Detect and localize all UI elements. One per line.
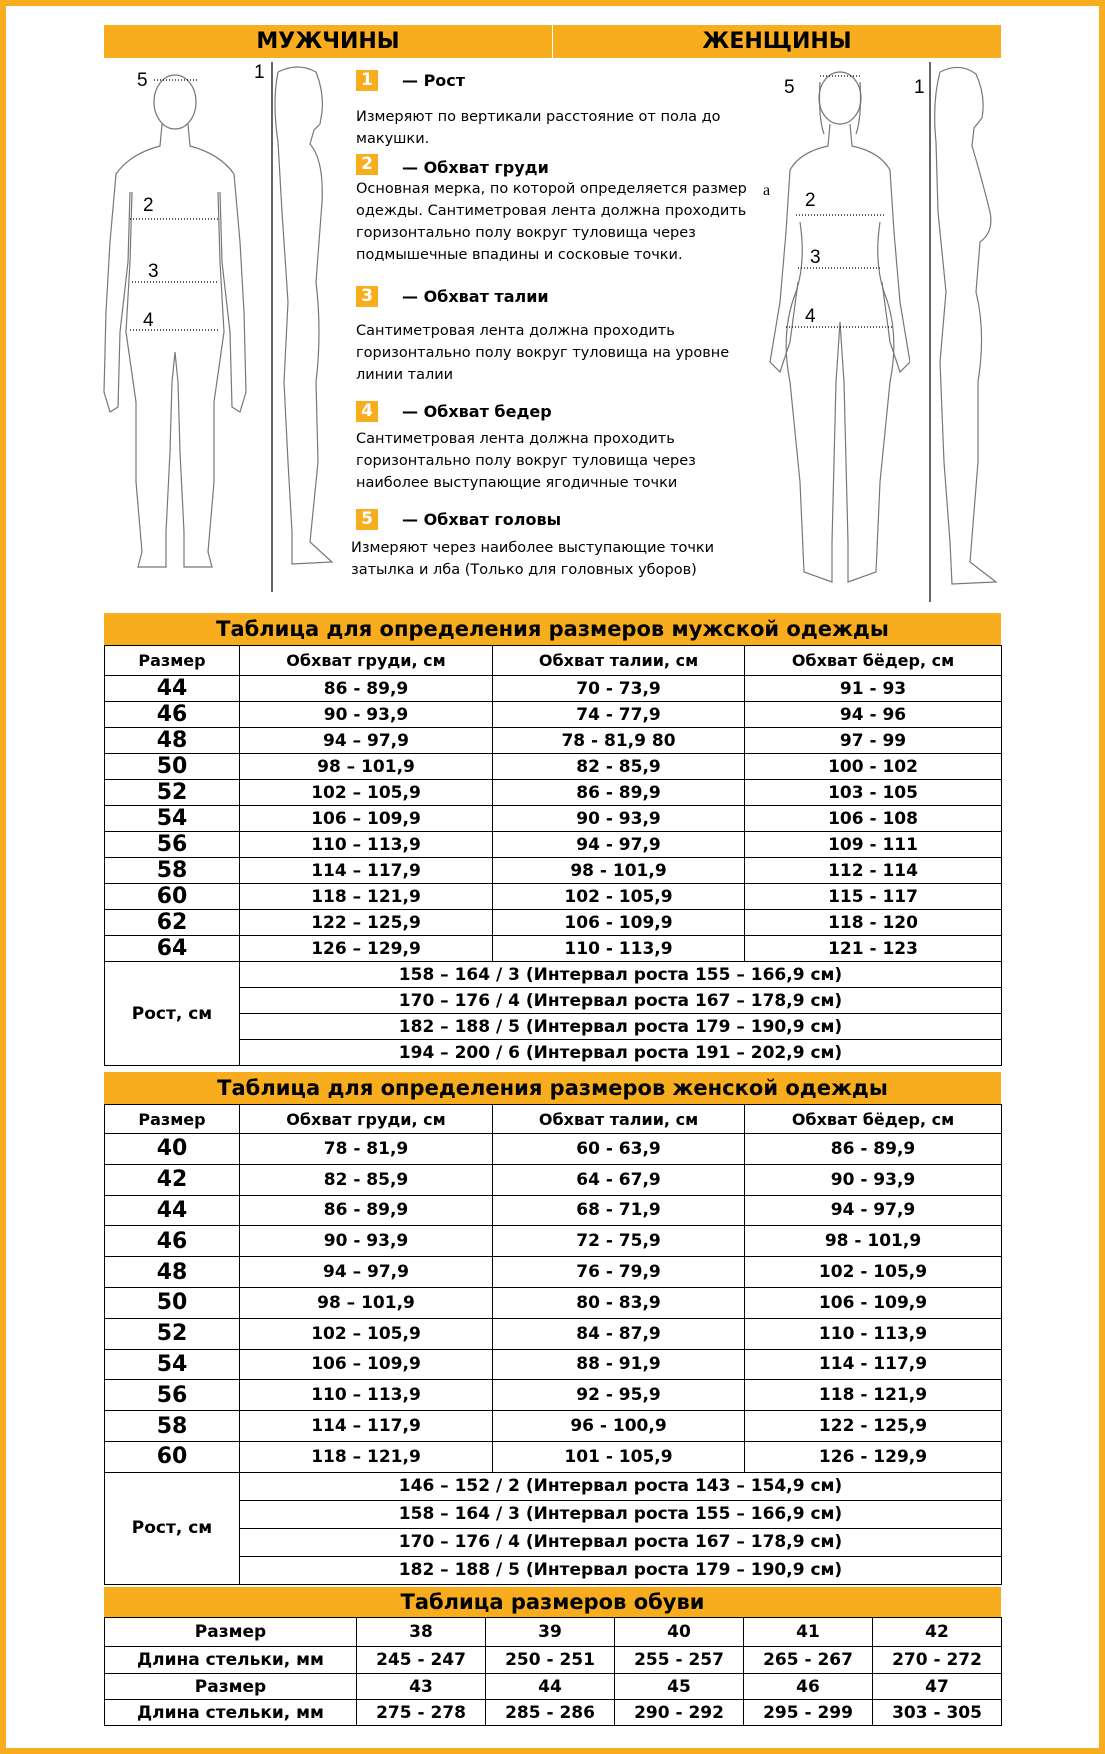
- cell-waist: 80 - 83,9: [493, 1287, 745, 1318]
- cell-waist: 88 - 91,9: [493, 1349, 745, 1380]
- badge-2: 2: [356, 154, 378, 175]
- women-size-row: [105, 1164, 1002, 1195]
- cell-size: 52: [105, 780, 240, 806]
- women-size-row: [105, 1195, 1002, 1226]
- cell-size: 62: [105, 910, 240, 936]
- cell-size: 64: [105, 936, 240, 962]
- women-size-row: [105, 1287, 1002, 1318]
- cell-size: 58: [105, 1411, 240, 1442]
- col-hips: Обхват бёдер, см: [745, 1105, 1002, 1134]
- cell-hips: 94 - 96: [745, 702, 1002, 728]
- cell-chest: 110 – 113,9: [240, 832, 493, 858]
- shoe-cell: 41: [744, 1618, 873, 1647]
- cell-chest: 98 – 101,9: [240, 754, 493, 780]
- cell-chest: 114 – 117,9: [240, 1411, 493, 1442]
- measurement-title: — Обхват талии: [402, 287, 549, 306]
- cell-chest: 118 – 121,9: [240, 884, 493, 910]
- cell-size: 54: [105, 1349, 240, 1380]
- male-label-2: 2: [143, 195, 154, 216]
- cell-size: 60: [105, 1441, 240, 1472]
- height-range: 146 – 152 / 2 (Интервал роста 143 – 154,9 см): [240, 1472, 1002, 1500]
- shoe-cell: 43: [357, 1674, 486, 1700]
- women-size-row: [105, 1257, 1002, 1288]
- cell-size: 56: [105, 1380, 240, 1411]
- men-height-row: [105, 962, 1002, 988]
- cell-hips: 103 - 105: [745, 780, 1002, 806]
- cell-waist: 92 - 95,9: [493, 1380, 745, 1411]
- cell-hips: 106 - 109,9: [745, 1287, 1002, 1318]
- cell-hips: 98 - 101,9: [745, 1226, 1002, 1257]
- men-size-row: [105, 936, 1002, 962]
- women-header-row: [105, 1105, 1002, 1134]
- cell-waist: 96 - 100,9: [493, 1411, 745, 1442]
- cell-size: 58: [105, 858, 240, 884]
- shoe-cell: 42: [873, 1618, 1002, 1647]
- shoe-cell: 245 - 247: [357, 1647, 486, 1674]
- cell-chest: 82 - 85,9: [240, 1164, 493, 1195]
- cell-waist: 110 - 113,9: [493, 936, 745, 962]
- cell-waist: 90 - 93,9: [493, 806, 745, 832]
- shoe-cell: 250 - 251: [486, 1647, 615, 1674]
- cell-waist: 102 - 105,9: [493, 884, 745, 910]
- cell-size: 46: [105, 1226, 240, 1257]
- cell-chest: 118 – 121,9: [240, 1441, 493, 1472]
- shoe-cell: 255 - 257: [615, 1647, 744, 1674]
- cell-hips: 126 - 129,9: [745, 1441, 1002, 1472]
- women-size-row: [105, 1441, 1002, 1472]
- measurement-desc: Сантиметровая лента должна проходить горизонтально полу вокруг туловища через наиболее выступающие ягодичные точки: [356, 431, 696, 491]
- female-front-figure: [760, 62, 910, 602]
- women-height-row: [105, 1556, 1002, 1584]
- height-range: 158 – 164 / 3 (Интервал роста 155 – 166,9 см): [240, 962, 1002, 988]
- measurement-title: — Рост: [402, 71, 466, 90]
- col-waist: Обхват талии, см: [493, 1105, 745, 1134]
- measurement-title: — Обхват головы: [402, 510, 562, 529]
- shoe-row: [105, 1674, 1002, 1700]
- cell-hips: 86 - 89,9: [745, 1134, 1002, 1165]
- cell-size: 46: [105, 702, 240, 728]
- shoe-cell: 303 - 305: [873, 1700, 1002, 1726]
- col-waist: Обхват талии, см: [493, 646, 745, 676]
- measurement-desc: Измеряют через наиболее выступающие точки затылка и лба (Только для головных уборов): [351, 540, 715, 578]
- men-size-row: [105, 780, 1002, 806]
- shoe-cell: 290 - 292: [615, 1700, 744, 1726]
- men-size-table: [104, 645, 1002, 1066]
- cell-size: 40: [105, 1134, 240, 1165]
- shoe-cell: 265 - 267: [744, 1647, 873, 1674]
- cell-chest: 78 - 81,9: [240, 1134, 493, 1165]
- cell-waist: 86 - 89,9: [493, 780, 745, 806]
- measurement-title: — Обхват бедер: [402, 402, 552, 421]
- measurement-desc: Основная мерка, по которой определяется размер одежды. Сантиметровая лента должна проходить горизонтально полу вокруг туловища через подмышечные впадины и сосковые точки.: [356, 181, 747, 263]
- cell-chest: 90 - 93,9: [240, 702, 493, 728]
- men-size-row: [105, 806, 1002, 832]
- cell-hips: 109 - 111: [745, 832, 1002, 858]
- men-height-row: [105, 1040, 1002, 1066]
- cell-chest: 102 – 105,9: [240, 1318, 493, 1349]
- men-size-row: [105, 910, 1002, 936]
- cell-chest: 106 – 109,9: [240, 806, 493, 832]
- men-size-row: [105, 676, 1002, 702]
- cell-size: 48: [105, 728, 240, 754]
- men-height-row: [105, 1014, 1002, 1040]
- male-label-3: 3: [148, 261, 159, 282]
- cell-hips: 121 - 123: [745, 936, 1002, 962]
- col-size: Размер: [105, 1105, 240, 1134]
- badge-5: 5: [356, 509, 378, 530]
- cell-size: 54: [105, 806, 240, 832]
- cell-waist: 74 - 77,9: [493, 702, 745, 728]
- shoe-row: [105, 1618, 1002, 1647]
- cell-hips: 90 - 93,9: [745, 1164, 1002, 1195]
- gender-header: [104, 25, 1001, 58]
- measurement-desc: Сантиметровая лента должна проходить горизонтально полу вокруг туловища на уровне линии талии: [356, 323, 730, 383]
- cell-chest: 86 - 89,9: [240, 676, 493, 702]
- cell-waist: 60 - 63,9: [493, 1134, 745, 1165]
- cell-waist: 98 - 101,9: [493, 858, 745, 884]
- cell-hips: 114 - 117,9: [745, 1349, 1002, 1380]
- badge-4: 4: [356, 401, 378, 422]
- cell-waist: 82 - 85,9: [493, 754, 745, 780]
- col-hips: Обхват бёдер, см: [745, 646, 1002, 676]
- male-side-figure: [262, 62, 352, 592]
- women-table-title: Таблица для определения размеров женской одежды: [104, 1072, 1001, 1104]
- shoe-row-label: Длина стельки, мм: [105, 1700, 357, 1726]
- cell-size: 56: [105, 832, 240, 858]
- height-range: 182 – 188 / 5 (Интервал роста 179 – 190,9 см): [240, 1014, 1002, 1040]
- measurement-title: — Обхват груди: [402, 158, 549, 177]
- cell-chest: 90 - 93,9: [240, 1226, 493, 1257]
- cell-chest: 126 – 129,9: [240, 936, 493, 962]
- men-size-row: [105, 728, 1002, 754]
- height-label: Рост, см: [105, 962, 240, 1066]
- female-label-1: 1: [914, 77, 925, 98]
- cell-chest: 94 – 97,9: [240, 1257, 493, 1288]
- cell-hips: 112 - 114: [745, 858, 1002, 884]
- men-height-row: [105, 988, 1002, 1014]
- shoe-cell: 38: [357, 1618, 486, 1647]
- cell-size: 60: [105, 884, 240, 910]
- col-chest: Обхват груди, см: [240, 1105, 493, 1134]
- cell-hips: 122 - 125,9: [745, 1411, 1002, 1442]
- cell-hips: 91 - 93: [745, 676, 1002, 702]
- height-label: Рост, см: [105, 1472, 240, 1584]
- height-range: 194 – 200 / 6 (Интервал роста 191 – 202,9 см): [240, 1040, 1002, 1066]
- women-size-row: [105, 1226, 1002, 1257]
- col-chest: Обхват груди, см: [240, 646, 493, 676]
- cell-chest: 102 – 105,9: [240, 780, 493, 806]
- male-label-1: 1: [254, 62, 265, 83]
- cell-hips: 115 - 117: [745, 884, 1002, 910]
- cell-waist: 76 - 79,9: [493, 1257, 745, 1288]
- women-height-row: [105, 1500, 1002, 1528]
- male-label-4: 4: [143, 310, 154, 331]
- height-range: 182 – 188 / 5 (Интервал роста 179 – 190,9 см): [240, 1556, 1002, 1584]
- cell-waist: 68 - 71,9: [493, 1195, 745, 1226]
- men-size-row: [105, 858, 1002, 884]
- cell-waist: 94 - 97,9: [493, 832, 745, 858]
- shoe-cell: 47: [873, 1674, 1002, 1700]
- shoe-cell: 46: [744, 1674, 873, 1700]
- cell-chest: 122 – 125,9: [240, 910, 493, 936]
- cell-chest: 106 – 109,9: [240, 1349, 493, 1380]
- female-stray-a: a: [763, 182, 771, 199]
- shoe-table-title: Таблица размеров обуви: [104, 1587, 1001, 1617]
- cell-chest: 114 – 117,9: [240, 858, 493, 884]
- cell-waist: 106 - 109,9: [493, 910, 745, 936]
- shoe-cell: 295 - 299: [744, 1700, 873, 1726]
- cell-waist: 84 - 87,9: [493, 1318, 745, 1349]
- cell-hips: 100 - 102: [745, 754, 1002, 780]
- col-size: Размер: [105, 646, 240, 676]
- shoe-cell: 270 - 272: [873, 1647, 1002, 1674]
- men-size-row: [105, 884, 1002, 910]
- women-header: ЖЕНЩИНЫ: [552, 25, 1001, 58]
- shoe-row-label: Длина стельки, мм: [105, 1647, 357, 1674]
- badge-3: 3: [356, 286, 378, 307]
- female-label-2: 2: [805, 190, 816, 211]
- shoe-row-label: Размер: [105, 1674, 357, 1700]
- height-range: 170 – 176 / 4 (Интервал роста 167 – 178,9 см): [240, 988, 1002, 1014]
- measurement-desc: Измеряют по вертикали расстояние от пола до макушки.: [356, 109, 721, 147]
- shoe-row: [105, 1647, 1002, 1674]
- male-front-figure: [100, 62, 250, 582]
- women-height-row: [105, 1528, 1002, 1556]
- women-height-row: [105, 1472, 1002, 1500]
- cell-hips: 94 - 97,9: [745, 1195, 1002, 1226]
- cell-waist: 101 - 105,9: [493, 1441, 745, 1472]
- shoe-size-table: [104, 1617, 1002, 1726]
- women-size-row: [105, 1380, 1002, 1411]
- cell-waist: 78 - 81,9 80: [493, 728, 745, 754]
- shoe-cell: 275 - 278: [357, 1700, 486, 1726]
- shoe-row: [105, 1700, 1002, 1726]
- women-size-row: [105, 1349, 1002, 1380]
- shoe-cell: 285 - 286: [486, 1700, 615, 1726]
- cell-chest: 110 – 113,9: [240, 1380, 493, 1411]
- height-range: 158 – 164 / 3 (Интервал роста 155 – 166,9 см): [240, 1500, 1002, 1528]
- shoe-cell: 44: [486, 1674, 615, 1700]
- cell-hips: 106 - 108: [745, 806, 1002, 832]
- cell-size: 50: [105, 1287, 240, 1318]
- women-size-row: [105, 1134, 1002, 1165]
- cell-size: 44: [105, 1195, 240, 1226]
- cell-waist: 70 - 73,9: [493, 676, 745, 702]
- cell-size: 50: [105, 754, 240, 780]
- female-label-5: 5: [784, 77, 795, 98]
- women-size-table: [104, 1104, 1002, 1585]
- men-header: МУЖЧИНЫ: [256, 29, 400, 54]
- shoe-row-label: Размер: [105, 1618, 357, 1647]
- height-range: 170 – 176 / 4 (Интервал роста 167 – 178,9 см): [240, 1528, 1002, 1556]
- men-size-row: [105, 702, 1002, 728]
- cell-hips: 118 - 121,9: [745, 1380, 1002, 1411]
- women-size-row: [105, 1411, 1002, 1442]
- female-label-3: 3: [810, 247, 821, 268]
- cell-waist: 64 - 67,9: [493, 1164, 745, 1195]
- men-size-row: [105, 754, 1002, 780]
- cell-size: 52: [105, 1318, 240, 1349]
- men-table-title: Таблица для определения размеров мужской одежды: [104, 613, 1001, 645]
- men-header-row: [105, 646, 1002, 676]
- cell-size: 42: [105, 1164, 240, 1195]
- cell-chest: 86 - 89,9: [240, 1195, 493, 1226]
- female-side-figure: [920, 62, 1010, 602]
- cell-waist: 72 - 75,9: [493, 1226, 745, 1257]
- shoe-cell: 45: [615, 1674, 744, 1700]
- cell-hips: 97 - 99: [745, 728, 1002, 754]
- cell-chest: 94 – 97,9: [240, 728, 493, 754]
- shoe-cell: 40: [615, 1618, 744, 1647]
- cell-size: 44: [105, 676, 240, 702]
- female-label-4: 4: [805, 306, 816, 327]
- cell-hips: 102 - 105,9: [745, 1257, 1002, 1288]
- male-label-5: 5: [137, 70, 148, 91]
- cell-hips: 118 - 120: [745, 910, 1002, 936]
- men-size-row: [105, 832, 1002, 858]
- shoe-cell: 39: [486, 1618, 615, 1647]
- cell-size: 48: [105, 1257, 240, 1288]
- cell-chest: 98 – 101,9: [240, 1287, 493, 1318]
- cell-hips: 110 - 113,9: [745, 1318, 1002, 1349]
- badge-1: 1: [356, 70, 378, 91]
- women-size-row: [105, 1318, 1002, 1349]
